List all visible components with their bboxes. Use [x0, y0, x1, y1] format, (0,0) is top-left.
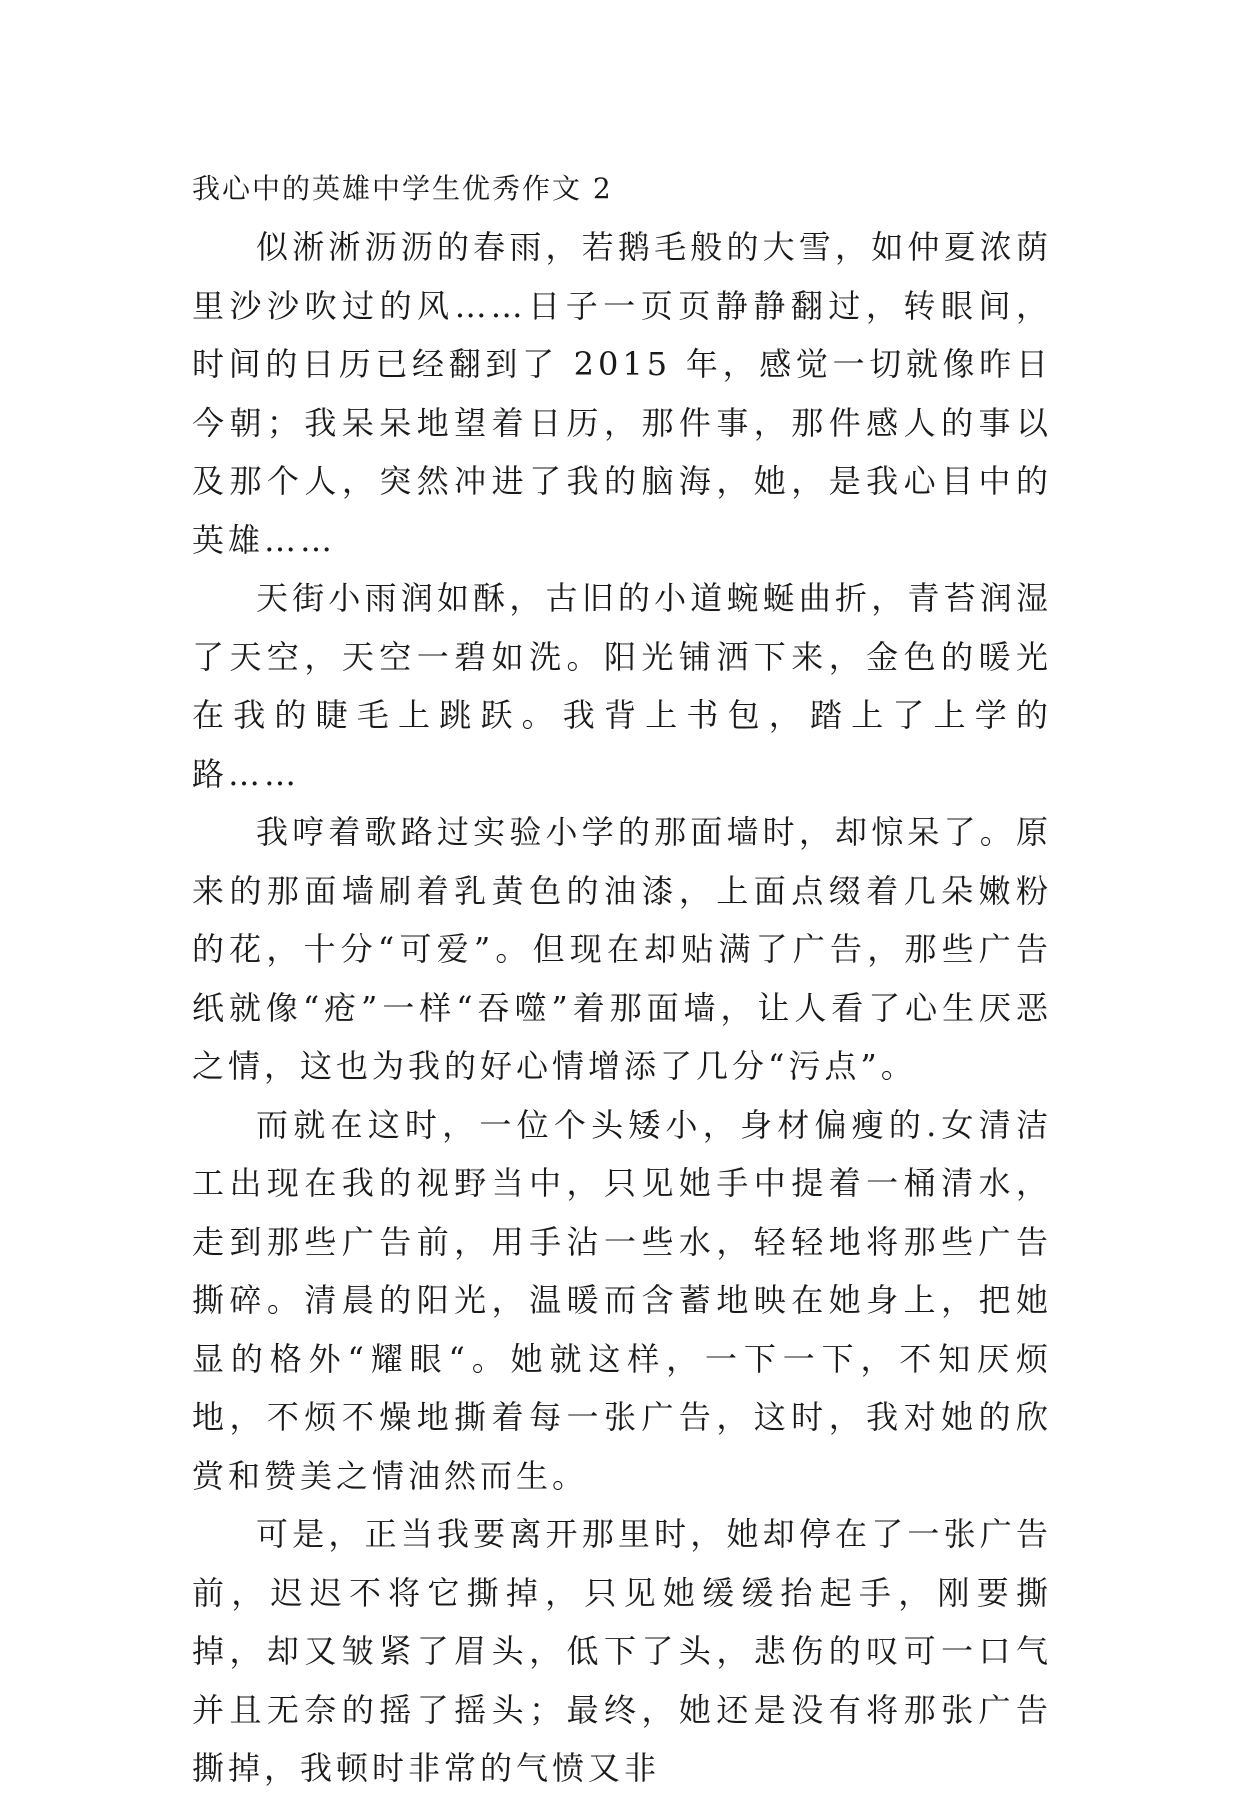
paragraph-4: 而就在这时，一位个头矮小，身材偏瘦的.女清洁工出现在我的视野当中，只见她手中提着一桶清水，走到那些广告前，用手沾一些水，轻轻地将那些广告撕碎。清晨的阳光，温暖而含蓄地映在她身上，把她显的格外“耀眼“。她就这样，一下一下，不知厌烦地，不烦不燥地撕着每一张广告，这时，我对她的欣赏和赞美之情油然而生。	[192, 1105, 1052, 1495]
paragraph-1: 似淅淅沥沥的春雨，若鹅毛般的大雪，如仲夏浓荫里沙沙吹过的风……日子一页页静静翻过，转眼间，时间的日历已经翻到了 2015 年，感觉一切就像昨日今朝；我呆呆地望着日历，那件事，那件感人的事以及那个人，突然冲进了我的脑海，她，是我心目中的英雄……	[192, 228, 1052, 559]
paragraph-5: 可是，正当我要离开那里时，她却停在了一张广告前，迟迟不将它撕掉，只见她缓缓抬起手，刚要撕掉，却又皱紧了眉头，低下了头，悲伤的叹可一口气并且无奈的摇了摇头；最终，她还是没有将那张广告撕掉，我顿时非常的气愤又非	[192, 1515, 1052, 1787]
document-title: 我心中的英雄中学生优秀作文 2	[192, 172, 613, 205]
paragraph-2: 天街小雨润如酥，古旧的小道蜿蜒曲折，青苔润湿了天空，天空一碧如洗。阳光铺洒下来，金色的暖光在我的睫毛上跳跃。我背上书包，踏上了上学的路……	[192, 579, 1052, 793]
document-page	[192, 160, 1052, 1798]
paragraph-3: 我哼着歌路过实验小学的那面墙时，却惊呆了。原来的那面墙刷着乳黄色的油漆，上面点缀着几朵嫩粉的花，十分“可爱”。但现在却贴满了广告，那些广告纸就像“疮”一样“吞噬”着那面墙，让人看了心生厌恶之情，这也为我的好心情增添了几分“污点”。	[192, 813, 1052, 1085]
